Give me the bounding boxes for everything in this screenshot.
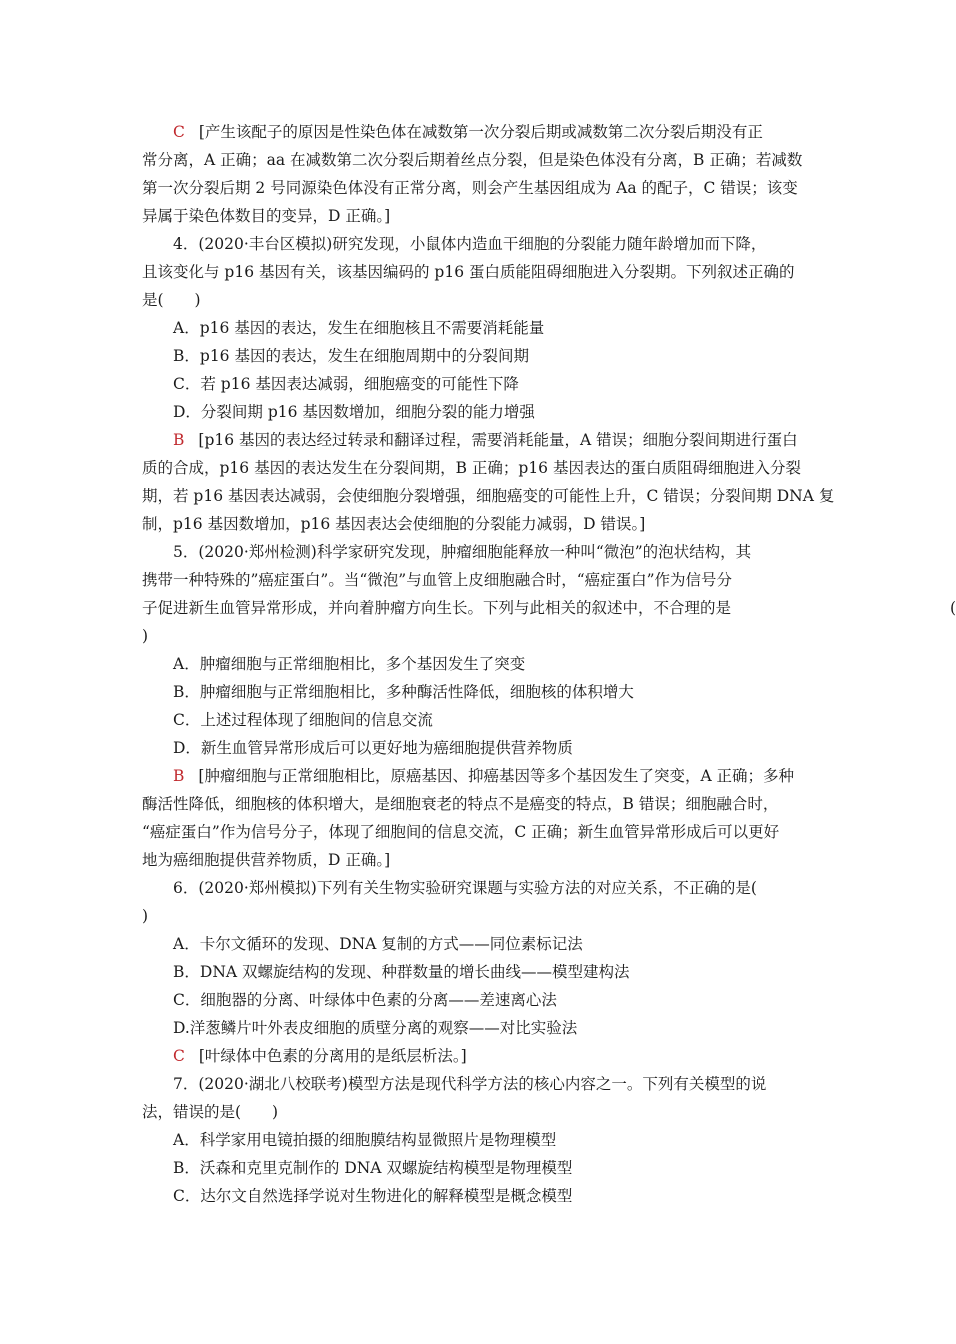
- q6-stem-line: 6．(2020·郑州模拟)下列有关生物实验研究课题与实验方法的对应关系，不正确的是(: [173, 879, 757, 897]
- q5-stem-line: 子促进新生血管异常形成，并向着肿瘤方向生长。下列与此相关的叙述中，不合理的是 (: [142, 594, 832, 622]
- q6-option-c: C．细胞器的分离、叶绿体中色素的分离——差速离心法: [173, 991, 557, 1009]
- answer-letter: B: [173, 431, 185, 449]
- answer-letter: B: [173, 767, 185, 785]
- q3-answer-line: C [产生该配子的原因是性染色体在减数第一次分裂后期或减数第二次分裂后期没有正: [173, 123, 763, 141]
- q5-answer-line: B [肿瘤细胞与正常细胞相比，原癌基因、抑癌基因等多个基因发生了突变，A 正确；多种: [173, 767, 795, 785]
- q5-option-a: A．肿瘤细胞与正常细胞相比，多个基因发生了突变: [173, 655, 526, 673]
- q7-option-a: A．科学家用电镜拍摄的细胞膜结构显微照片是物理模型: [173, 1131, 557, 1149]
- q3-answer-line: 常分离，A 正确；aa 在减数第二次分裂后期着丝点分裂，但是染色体没有分离，B 正确；若减数: [142, 151, 803, 169]
- q5-stem-line: 携带一种特殊的”癌症蛋白”。当“微泡”与血管上皮细胞融合时，“癌症蛋白”作为信号分: [142, 571, 733, 589]
- q4-stem-line: 是( ): [142, 291, 201, 309]
- q4-stem-line: 且该变化与 p16 基因有关，该基因编码的 p16 蛋白质能阻碍细胞进入分裂期。下列叙述正确的: [142, 263, 795, 281]
- q5-option-b: B．肿瘤细胞与正常细胞相比，多种酶活性降低，细胞核的体积增大: [173, 683, 634, 701]
- q4-stem-line: 4．(2020·丰台区模拟)研究发现，小鼠体内造血干细胞的分裂能力随年龄增加而下降，: [173, 235, 767, 253]
- q4-answer-line: 质的合成，p16 基因的表达发生在分裂间期，B 正确；p16 基因表达的蛋白质阻碍细胞进入分裂: [142, 459, 801, 477]
- q6-answer-line: C [叶绿体中色素的分离用的是纸层析法。]: [173, 1047, 467, 1065]
- q5-option-c: C．上述过程体现了细胞间的信息交流: [173, 711, 433, 729]
- answer-paren: (: [950, 599, 956, 617]
- q7-option-b: B．沃森和克里克制作的 DNA 双螺旋结构模型是物理模型: [173, 1159, 573, 1177]
- q4-answer-line: B [p16 基因的表达经过转录和翻译过程，需要消耗能量，A 错误；细胞分裂间期进行蛋白: [173, 431, 798, 449]
- q6-stem-line: ): [142, 907, 149, 925]
- q4-option-c: C．若 p16 基因表达减弱，细胞癌变的可能性下降: [173, 375, 519, 393]
- q3-answer-line: 异属于染色体数目的变异，D 正确。]: [142, 207, 391, 225]
- q4-option-d: D．分裂间期 p16 基因数增加，细胞分裂的能力增强: [173, 403, 535, 421]
- q5-stem-line: ): [142, 627, 149, 645]
- q5-answer-line: 地为癌细胞提供营养物质，D 正确。]: [142, 851, 391, 869]
- q4-option-a: A．p16 基因的表达，发生在细胞核且不需要消耗能量: [173, 319, 545, 337]
- q7-option-c: C．达尔文自然选择学说对生物进化的解释模型是概念模型: [173, 1187, 573, 1205]
- q4-answer-line: 期，若 p16 基因表达减弱，会使细胞分裂增强，细胞癌变的可能性上升，C 错误；分裂间期 DNA 复: [142, 487, 835, 505]
- q5-stem-line: 5．(2020·郑州检测)科学家研究发现，肿瘤细胞能释放一种叫“微泡”的泡状结构，其: [173, 543, 752, 561]
- q7-stem-line: 7．(2020·湖北八校联考)模型方法是现代科学方法的核心内容之一。下列有关模型的说: [173, 1075, 767, 1093]
- q4-answer-line: 制，p16 基因数增加，p16 基因表达会使细胞的分裂能力减弱，D 错误。]: [142, 515, 646, 533]
- q6-option-a: A．卡尔文循环的发现、DNA 复制的方式——同位素标记法: [173, 935, 583, 953]
- q5-option-d: D．新生血管异常形成后可以更好地为癌细胞提供营养物质: [173, 739, 573, 757]
- q6-option-b: B．DNA 双螺旋结构的发现、种群数量的增长曲线——模型建构法: [173, 963, 630, 981]
- q3-answer-line: 第一次分裂后期 2 号同源染色体没有正常分离，则会产生基因组成为 Aa 的配子，C 错误；该变: [142, 179, 798, 197]
- answer-letter: C: [173, 1047, 185, 1065]
- q5-answer-line: 酶活性降低，细胞核的体积增大，是细胞衰老的特点不是癌变的特点，B 错误；细胞融合时，: [142, 795, 779, 813]
- answer-letter: C: [173, 123, 185, 141]
- q7-stem-line: 法，错误的是( ): [142, 1103, 279, 1121]
- q5-answer-line: “癌症蛋白”作为信号分子，体现了细胞间的信息交流，C 正确；新生血管异常形成后可以更好: [142, 823, 780, 841]
- q6-option-d: D.洋葱鳞片叶外表皮细胞的质壁分离的观察——对比实验法: [173, 1019, 578, 1037]
- q4-option-b: B．p16 基因的表达，发生在细胞周期中的分裂间期: [173, 347, 529, 365]
